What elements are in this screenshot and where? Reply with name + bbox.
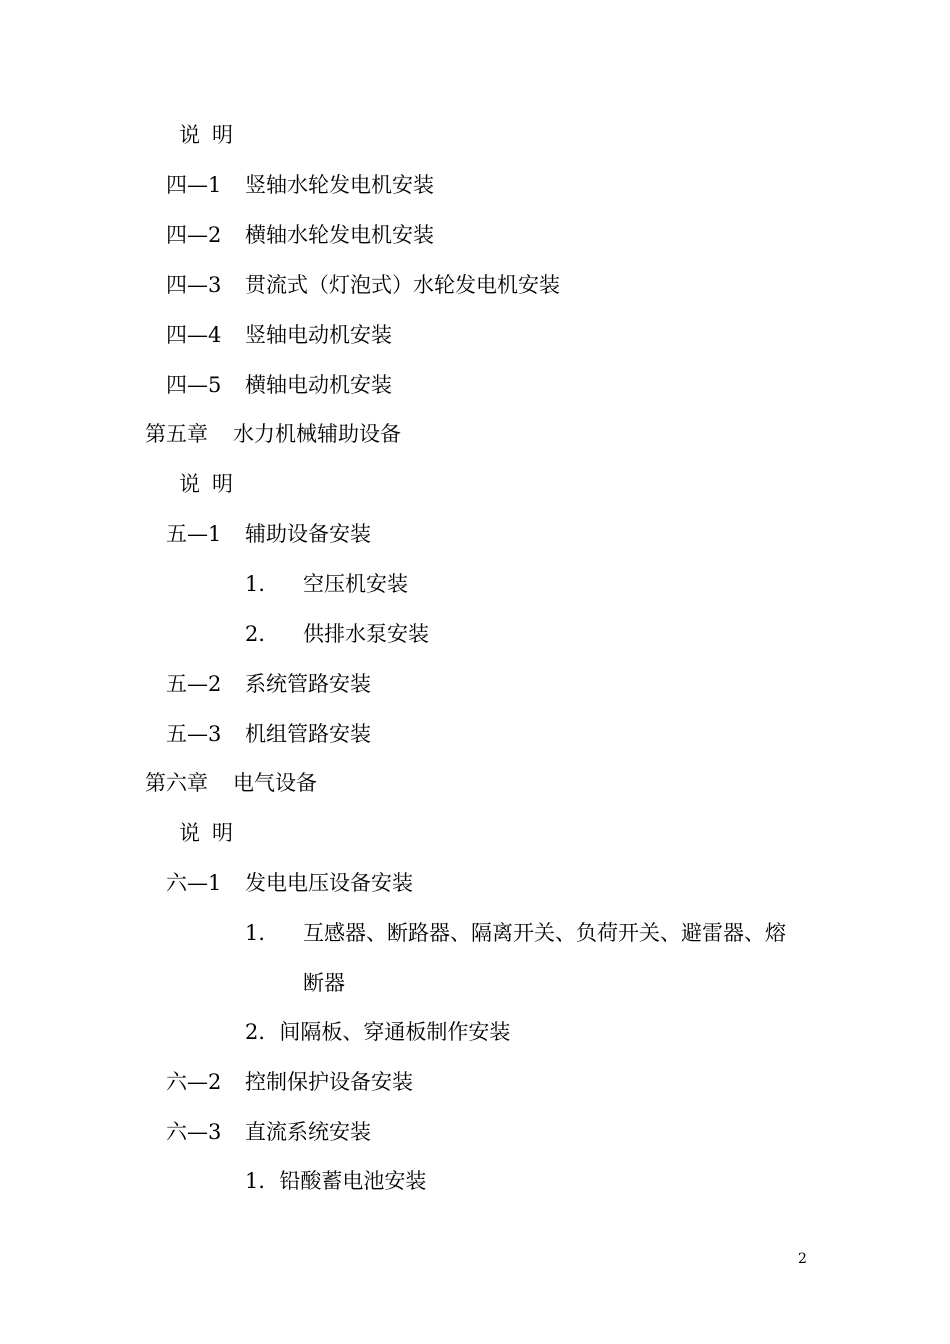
item-title: 供排水泵安装 [303,622,429,646]
section-title: 控制保护设备安装 [245,1070,413,1094]
item-number: 2． [245,622,280,646]
section-title: 横轴电动机安装 [245,373,392,397]
item-title: 1．铅酸蓄电池安装 [245,1169,427,1193]
section-code: 六—3 [166,1120,222,1144]
toc-section-4-3 [166,272,560,298]
toc-item [245,1019,510,1045]
item-title: 2．间隔板、穿通板制作安装 [245,1020,511,1044]
note-heading: 说 明 [179,472,233,496]
chapter-title: 水力机械辅助设备 [233,422,401,446]
chapter-code: 第五章 [145,422,208,446]
toc-item [245,621,429,647]
section-title: 竖轴水轮发电机安装 [245,173,434,197]
toc-section-4-5 [166,372,392,398]
chapter-title: 电气设备 [233,771,317,795]
toc-item [245,920,786,946]
section-title: 直流系统安装 [245,1120,371,1144]
note-heading: 说 明 [179,123,233,147]
section-code: 四—1 [166,173,222,197]
toc-section-5-2 [166,671,371,697]
section-code: 五—3 [166,722,222,746]
item-title: 断器 [303,971,345,995]
section-title: 贯流式（灯泡式）水轮发电机安装 [245,273,560,297]
section-title: 竖轴电动机安装 [245,323,392,347]
item-number: 1． [245,921,280,945]
toc-chapter-6 [145,770,317,796]
section-code: 六—2 [166,1070,222,1094]
section-title: 发电电压设备安装 [245,871,413,895]
toc-section-4-4 [166,322,392,348]
section-code: 五—1 [166,522,222,546]
toc-section-6-2 [166,1069,413,1095]
section-title: 系统管路安装 [245,672,371,696]
item-title: 互感器、断路器、隔离开关、负荷开关、避雷器、熔 [303,921,786,945]
toc-item [245,571,408,597]
section-code: 六—1 [166,871,222,895]
section-code: 四—4 [166,323,222,347]
section-title: 横轴水轮发电机安装 [245,223,434,247]
section-title: 机组管路安装 [245,722,371,746]
chapter-code: 第六章 [145,771,208,795]
section-code: 四—2 [166,223,222,247]
section-code: 五—2 [166,672,222,696]
toc-section-6-3 [166,1119,371,1145]
section-code: 四—5 [166,373,222,397]
toc-section-5-3 [166,721,371,747]
section-title: 辅助设备安装 [245,522,371,546]
item-title: 空压机安装 [303,572,408,596]
toc-item [245,1168,426,1194]
note-heading: 说 明 [179,821,233,845]
page-number: 2 [798,1251,807,1267]
toc-chapter-5 [145,421,401,447]
item-number: 1． [245,572,280,596]
toc-section-4-2 [166,222,434,248]
toc-section-4-1 [166,172,434,198]
toc-section-6-1 [166,870,413,896]
toc-item-continuation [303,970,345,996]
section-code: 四—3 [166,273,222,297]
toc-section-5-1 [166,521,371,547]
